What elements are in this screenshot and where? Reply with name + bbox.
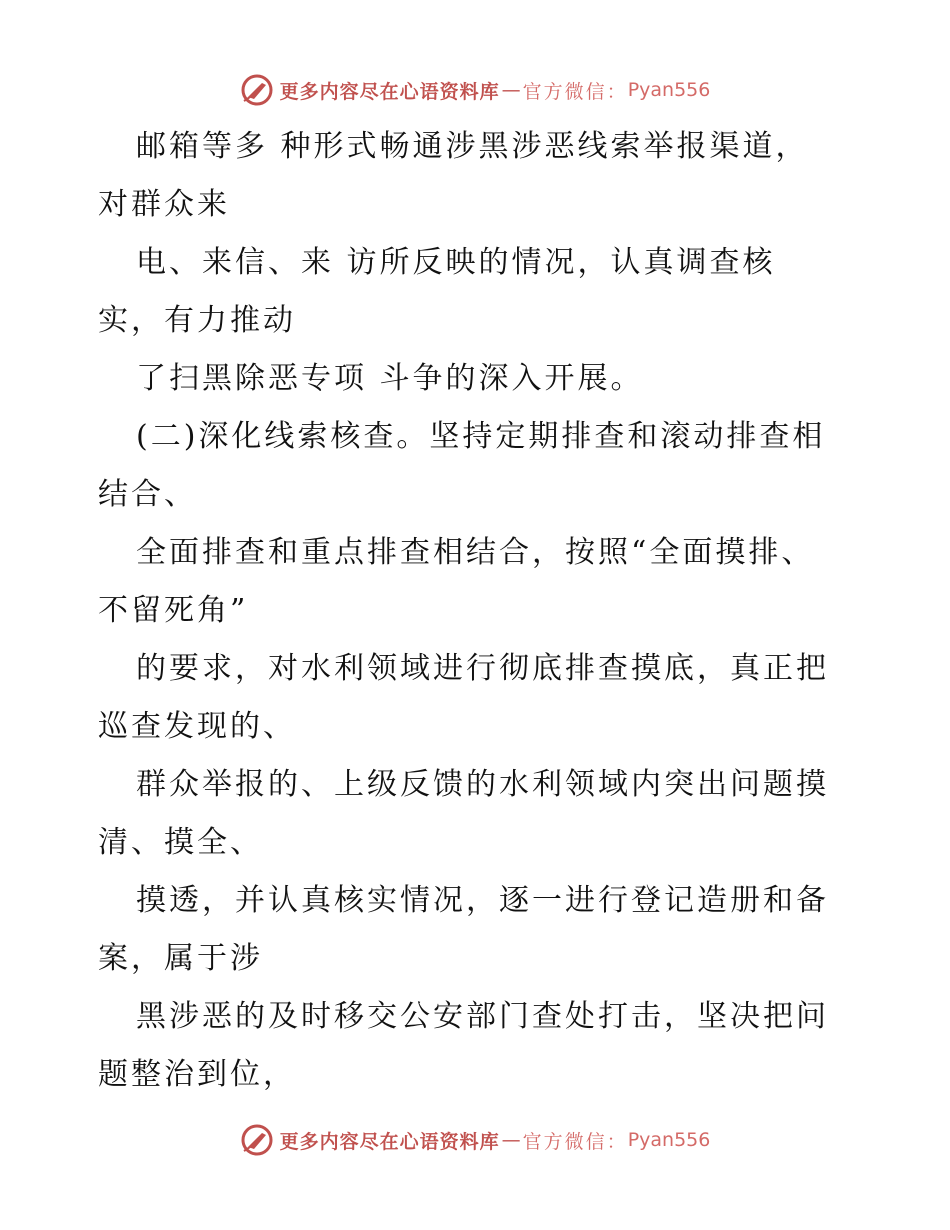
paragraph (98, 234, 858, 350)
watermark-id: Pyan556 (627, 1129, 711, 1151)
watermark-text: 更多内容尽在心语资料库 (279, 1130, 500, 1153)
watermark-separator: — (501, 1129, 521, 1151)
watermark-label: 官方微信： (522, 80, 628, 103)
paragraph-line: 黑涉恶的及时移交公安部门查处打击，坚决把问 (136, 999, 829, 1034)
paragraph (98, 756, 858, 872)
paragraph-line: 实，有力推动 (98, 303, 296, 338)
quill-logo-icon (240, 1123, 274, 1157)
paragraph-line: 群众举报的、上级反馈的水利领域内突出问题摸 (136, 767, 829, 802)
paragraph-line: 结合、 (98, 477, 197, 512)
paragraph-line: 全面排查和重点排查相结合，按照“全面摸排、 (136, 535, 815, 570)
paragraph-line: 巡查发现的、 (98, 709, 296, 744)
watermark-label: 官方微信： (522, 1130, 628, 1153)
paragraph-line: 的要求，对水利领域进行彻底排查摸底，真正把 (136, 651, 829, 686)
paragraph-line: 电、来信、来 访所反映的情况，认真调查核 (136, 245, 776, 280)
paragraph-line: (二)深化线索核查。坚持定期排查和滚动排查相 (136, 419, 826, 454)
watermark-text: 更多内容尽在心语资料库 (279, 80, 500, 103)
paragraph-line: 题整治到位， (98, 1057, 296, 1092)
paragraph-line: 案，属于涉 (98, 941, 263, 976)
paragraph-line: 不留死角” (98, 593, 249, 628)
paragraph-line: 了扫黑除恶专项 斗争的深入开展。 (136, 361, 644, 396)
paragraph (98, 872, 858, 988)
paragraph-line: 清、摸全、 (98, 825, 263, 860)
document-body (98, 118, 858, 1104)
header-watermark (0, 70, 950, 110)
paragraph (98, 118, 858, 234)
paragraph-line: 对群众来 (98, 187, 230, 222)
paragraph (98, 524, 858, 640)
paragraph-line: 邮箱等多 种形式畅通涉黑涉恶线索举报渠道， (136, 129, 809, 164)
watermark-id: Pyan556 (627, 79, 711, 101)
paragraph (98, 988, 858, 1104)
paragraph (98, 408, 858, 524)
footer-watermark (0, 1120, 950, 1160)
watermark-separator: — (501, 79, 521, 101)
paragraph-line: 摸透，并认真核实情况，逐一进行登记造册和备 (136, 883, 829, 918)
paragraph (98, 640, 858, 756)
quill-logo-icon (240, 73, 274, 107)
paragraph (98, 350, 858, 408)
